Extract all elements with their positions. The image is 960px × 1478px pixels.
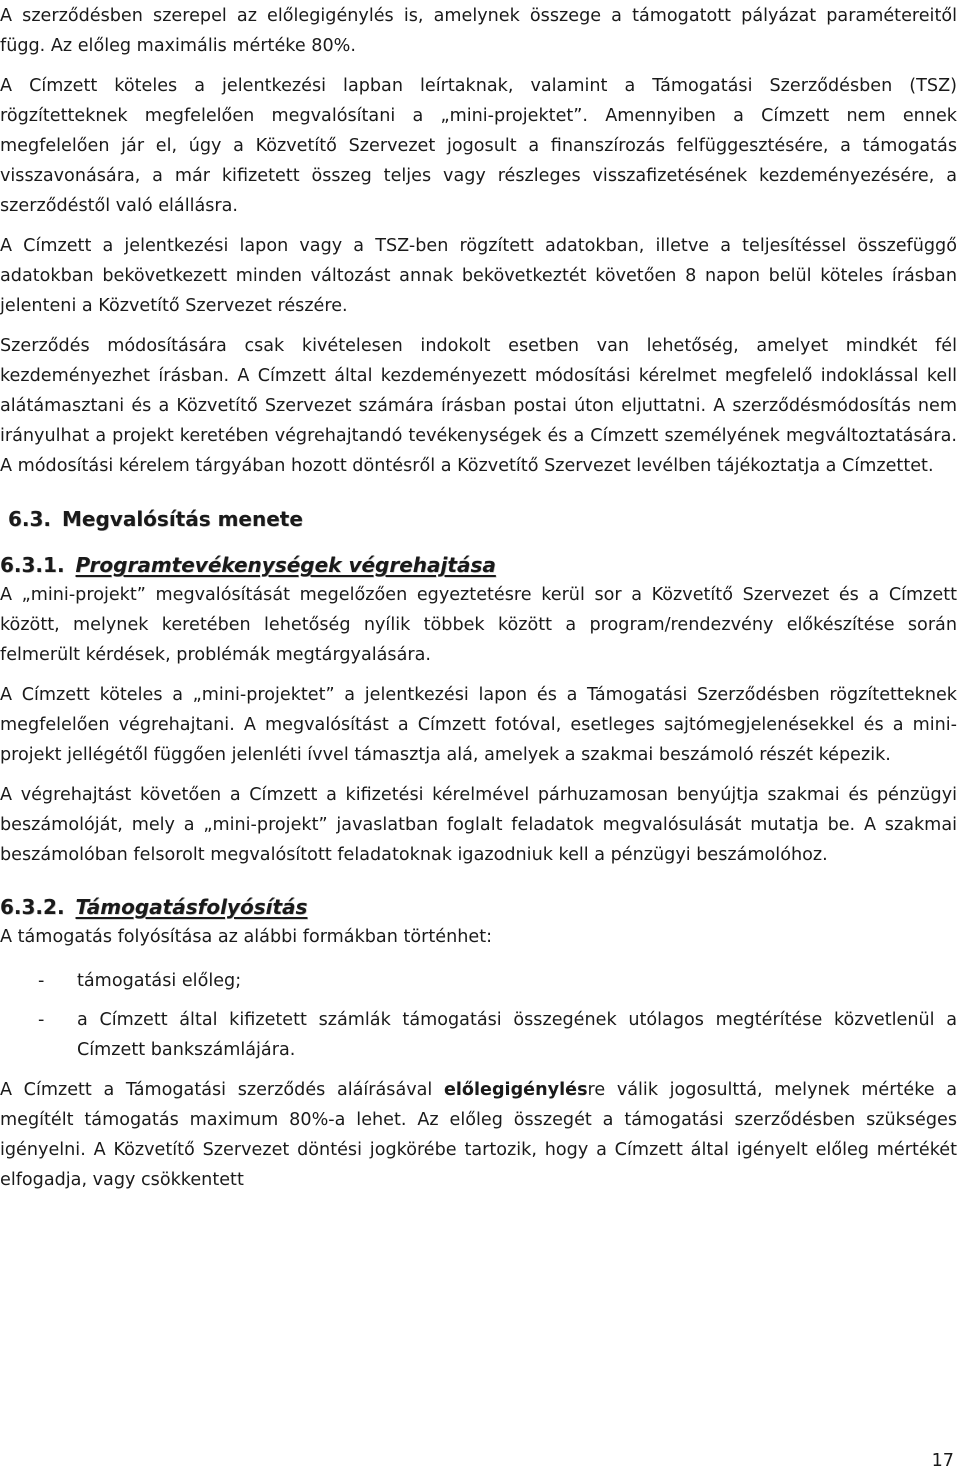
paragraph-payment-forms-intro: A támogatás folyósítása az alábbi formákban történhet:: [0, 927, 493, 947]
section-number: 6.3.2.: [0, 895, 65, 919]
paragraph-change-reporting: A Címzett a jelentkezési lapon vagy a TSZ-ben rögzített adatokban, illetve a teljesítéssel összefüggő adatokban bekövetkezett minden változást annak bekövetkeztét követően 8 napon belül köteles írásban jelenteni a Közvetítő Szervezet részére.: [0, 236, 957, 316]
payment-forms-list: [0, 966, 957, 1065]
section-number: 6.3.1.: [0, 553, 65, 577]
section-heading-6-3-1: [0, 550, 957, 580]
paragraph-implementation: A Címzett köteles a „mini-projektet” a jelentkezési lapon és a Támogatási Szerződésben rögzítetteknek megfelelően végrehajtani. A megvalósítást a Címzett fotóval, esetleges sajtómegjelenésekkel és a mini-projekt jellégétől függően jelenléti ívvel támasztja alá, amelyek a szakmai beszámoló részét képezik.: [0, 685, 957, 765]
paragraph-advance-payment: A szerződésben szerepel az előlegigénylés is, amelynek összege a támogatott pályázat paramétereitől függ. Az előleg maximális mértéke 80%.: [0, 6, 957, 56]
text-run: A Címzett a Támogatási szerződés aláírásával: [0, 1080, 444, 1100]
paragraph-obligations: A Címzett köteles a jelentkezési lapban leírtaknak, valamint a Támogatási Szerződésben (TSZ) rögzítetteknek megfelelően megvalósítani a „mini-projektet”. Amennyiben a Címzett nem ennek megfelelően jár el, úgy a Közvetítő Szervezet jogosult a finanszírozás felfüggesztésére, a támogatás visszavonására, a már kifizetett összeg teljes vagy részleges visszafizetésének kezdeményezésére, a szerződéstől való elállásra.: [0, 76, 957, 216]
bold-term: előlegigénylés: [443, 1080, 588, 1100]
list-item: [0, 1005, 957, 1065]
paragraph-advance-eligibility: [0, 1075, 957, 1195]
paragraph-reporting: A végrehajtást követően a Címzett a kifizetési kérelmével párhuzamosan benyújtja szakmai és pénzügyi beszámolóját, mely a „mini-projekt” javaslatban foglalt feladatok megvalósulását mutatja be. A szakmai beszámolóban felsorolt megvalósított feladatoknak igazodniuk kell a pénzügyi beszámolóhoz.: [0, 785, 957, 865]
paragraph-contract-modification: Szerződés módosítására csak kivételesen indokolt esetben van lehetőség, amelyet mindkét fél kezdeményezhet írásban. A Címzett által kezdeményezett módosítási kérelmet megfelelő indoklással kell alátámasztani és a Közvetítő Szervezet számára írásban postai úton eljuttatni. A szerződésmódosítás nem irányulhat a projekt keretében végrehajtandó tevékenységek és a Címzett személyének megváltoztatására. A módosítási kérelem tárgyában hozott döntésről a Közvetítő Szervezet levélben tájékoztatja a Címzettet.: [0, 336, 957, 476]
page-number: 17: [931, 1451, 954, 1471]
section-number: 6.3.: [8, 507, 52, 531]
section-title: Támogatásfolyósítás: [75, 895, 308, 919]
section-title: Megvalósítás menete: [62, 507, 303, 531]
list-bullet: -: [38, 1010, 45, 1030]
list-bullet: -: [38, 971, 45, 991]
text-run: re válik jogosulttá, melynek mértéke a megítélt támogatás maximum 80%-a lehet. Az előleg összegét a támogatási szerződésben szükséges igényelni. A Közvetítő Szervezet döntési jogkörébe tartozik, hogy a Címzett által igényelt előleg mértékét elfogadja, vagy csökkentett: [0, 1080, 957, 1190]
list-item-text: támogatási előleg;: [77, 971, 242, 991]
section-heading-6-3-2: [0, 892, 957, 922]
section-title: Programtevékenységek végrehajtása: [75, 553, 496, 577]
paragraph-preliminary-meeting: A „mini-projekt” megvalósítását megelőzően egyeztetésre kerül sor a Közvetítő Szervezet és a Címzett között, melynek keretében lehetőség nyílik többek között a program/rendezvény előkészítése során felmerült kérdések, problémák megtárgyalására.: [0, 585, 957, 665]
list-item-text: a Címzett által kifizetett számlák támogatási összegének utólagos megtérítése közvetlenül a Címzett bankszámlájára.: [77, 1010, 957, 1060]
list-item: [0, 966, 957, 996]
page-content: [0, 1, 957, 1195]
section-heading-6-3: [0, 504, 957, 534]
